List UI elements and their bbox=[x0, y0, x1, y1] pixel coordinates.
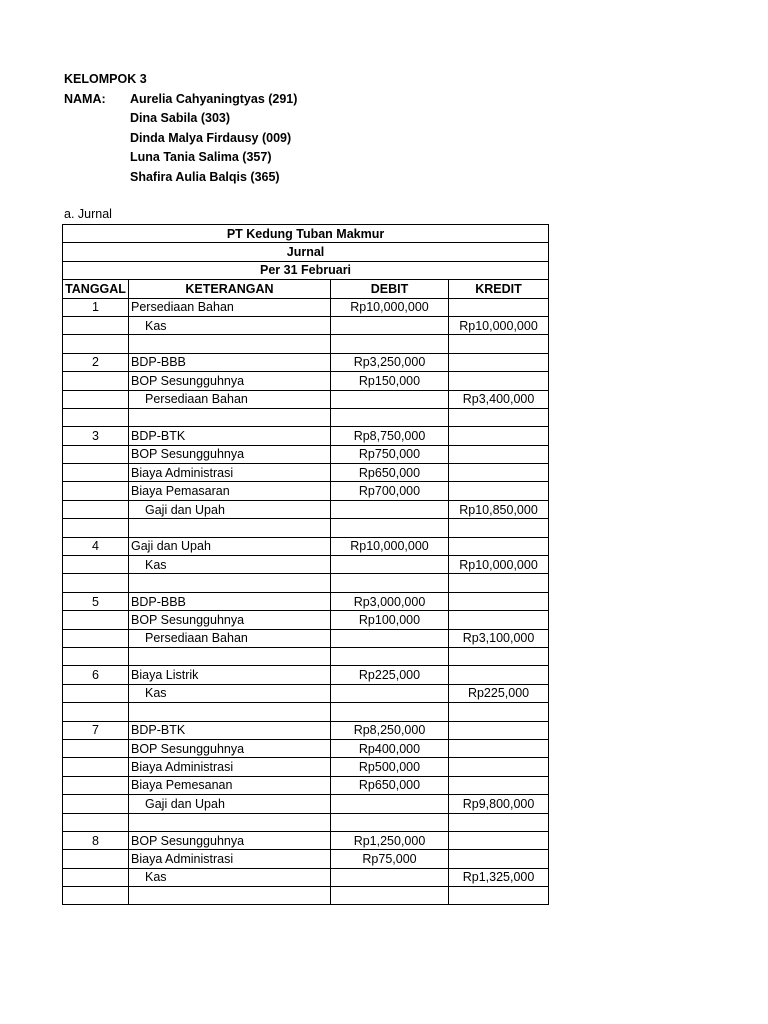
keterangan-cell: Persediaan Bahan bbox=[129, 390, 331, 408]
table-row bbox=[63, 795, 549, 813]
table-row bbox=[63, 684, 549, 702]
debit-cell: Rp3,000,000 bbox=[331, 592, 449, 610]
debit-cell: Rp10,000,000 bbox=[331, 298, 449, 316]
debit-cell: Rp500,000 bbox=[331, 758, 449, 776]
tanggal-cell bbox=[63, 408, 129, 426]
kredit-cell bbox=[449, 647, 549, 665]
journal-table bbox=[62, 224, 549, 905]
debit-cell bbox=[331, 335, 449, 353]
debit-cell bbox=[331, 556, 449, 574]
table-row bbox=[63, 537, 549, 555]
tanggal-cell bbox=[63, 574, 129, 592]
kredit-cell bbox=[449, 408, 549, 426]
tanggal-cell bbox=[63, 850, 129, 868]
keterangan-cell: Persediaan Bahan bbox=[129, 298, 331, 316]
debit-cell bbox=[331, 684, 449, 702]
column-header-debit: DEBIT bbox=[331, 280, 449, 298]
tanggal-cell bbox=[63, 684, 129, 702]
tanggal-cell: 8 bbox=[63, 831, 129, 849]
keterangan-cell: Kas bbox=[129, 684, 331, 702]
kredit-cell: Rp1,325,000 bbox=[449, 868, 549, 886]
table-row bbox=[63, 721, 549, 739]
kredit-cell bbox=[449, 353, 549, 371]
member-row bbox=[64, 168, 297, 188]
debit-cell bbox=[331, 408, 449, 426]
column-header-tanggal: TANGGAL bbox=[63, 280, 129, 298]
keterangan-cell: Gaji dan Upah bbox=[129, 500, 331, 518]
debit-cell bbox=[331, 316, 449, 334]
keterangan-cell bbox=[129, 574, 331, 592]
tanggal-cell bbox=[63, 335, 129, 353]
company-row bbox=[63, 225, 549, 243]
keterangan-cell: Kas bbox=[129, 868, 331, 886]
debit-cell bbox=[331, 868, 449, 886]
table-row bbox=[63, 316, 549, 334]
member-row bbox=[64, 109, 297, 129]
keterangan-cell: BDP-BBB bbox=[129, 592, 331, 610]
column-header-row bbox=[63, 280, 549, 298]
member-name: Aurelia Cahyaningtyas (291) bbox=[130, 91, 298, 106]
table-row bbox=[63, 408, 549, 426]
kredit-cell: Rp10,000,000 bbox=[449, 556, 549, 574]
debit-cell: Rp225,000 bbox=[331, 666, 449, 684]
group-row bbox=[64, 70, 297, 90]
kredit-cell: Rp3,400,000 bbox=[449, 390, 549, 408]
debit-cell: Rp8,250,000 bbox=[331, 721, 449, 739]
kredit-cell bbox=[449, 519, 549, 537]
table-row bbox=[63, 592, 549, 610]
tanggal-cell bbox=[63, 703, 129, 721]
tanggal-cell bbox=[63, 556, 129, 574]
kredit-cell bbox=[449, 464, 549, 482]
debit-cell bbox=[331, 519, 449, 537]
title-row bbox=[63, 243, 549, 261]
keterangan-cell: Biaya Pemasaran bbox=[129, 482, 331, 500]
member-row bbox=[64, 148, 297, 168]
tanggal-cell bbox=[63, 758, 129, 776]
keterangan-cell: Persediaan Bahan bbox=[129, 629, 331, 647]
tanggal-cell: 2 bbox=[63, 353, 129, 371]
tanggal-cell bbox=[63, 887, 129, 905]
document-header bbox=[64, 70, 297, 188]
debit-cell: Rp100,000 bbox=[331, 611, 449, 629]
table-row bbox=[63, 611, 549, 629]
debit-cell: Rp700,000 bbox=[331, 482, 449, 500]
kredit-cell bbox=[449, 831, 549, 849]
keterangan-cell: BOP Sesungguhnya bbox=[129, 739, 331, 757]
kredit-cell bbox=[449, 776, 549, 794]
keterangan-cell: BOP Sesungguhnya bbox=[129, 831, 331, 849]
debit-cell: Rp650,000 bbox=[331, 776, 449, 794]
table-row bbox=[63, 647, 549, 665]
tanggal-cell bbox=[63, 611, 129, 629]
member-row bbox=[64, 90, 297, 110]
kredit-cell: Rp9,800,000 bbox=[449, 795, 549, 813]
table-row bbox=[63, 500, 549, 518]
table-row bbox=[63, 482, 549, 500]
tanggal-cell bbox=[63, 316, 129, 334]
table-row bbox=[63, 556, 549, 574]
keterangan-cell: Kas bbox=[129, 556, 331, 574]
kredit-cell: Rp225,000 bbox=[449, 684, 549, 702]
keterangan-cell: BDP-BTK bbox=[129, 427, 331, 445]
table-row bbox=[63, 574, 549, 592]
keterangan-cell: BDP-BTK bbox=[129, 721, 331, 739]
tanggal-cell bbox=[63, 739, 129, 757]
debit-cell: Rp8,750,000 bbox=[331, 427, 449, 445]
keterangan-cell: Gaji dan Upah bbox=[129, 537, 331, 555]
column-header-keterangan: KETERANGAN bbox=[129, 280, 331, 298]
table-row bbox=[63, 445, 549, 463]
tanggal-cell bbox=[63, 464, 129, 482]
tanggal-cell: 1 bbox=[63, 298, 129, 316]
kredit-cell bbox=[449, 813, 549, 831]
tanggal-cell: 7 bbox=[63, 721, 129, 739]
journal-period: Per 31 Februari bbox=[63, 261, 549, 279]
tanggal-cell bbox=[63, 868, 129, 886]
tanggal-cell bbox=[63, 776, 129, 794]
kredit-cell bbox=[449, 445, 549, 463]
keterangan-cell: Biaya Pemesanan bbox=[129, 776, 331, 794]
keterangan-cell: Biaya Administrasi bbox=[129, 464, 331, 482]
table-row bbox=[63, 739, 549, 757]
table-row bbox=[63, 868, 549, 886]
member-name: Dina Sabila (303) bbox=[130, 111, 231, 126]
debit-cell bbox=[331, 500, 449, 518]
keterangan-cell: Biaya Administrasi bbox=[129, 758, 331, 776]
table-row bbox=[63, 758, 549, 776]
tanggal-cell: 3 bbox=[63, 427, 129, 445]
table-row bbox=[63, 519, 549, 537]
tanggal-cell bbox=[63, 372, 129, 390]
debit-cell: Rp150,000 bbox=[331, 372, 449, 390]
kredit-cell bbox=[449, 611, 549, 629]
keterangan-cell bbox=[129, 703, 331, 721]
keterangan-cell: Gaji dan Upah bbox=[129, 795, 331, 813]
table-row bbox=[63, 703, 549, 721]
kredit-cell bbox=[449, 592, 549, 610]
member-row bbox=[64, 129, 297, 149]
kredit-cell bbox=[449, 666, 549, 684]
period-row bbox=[63, 261, 549, 279]
kredit-cell: Rp10,000,000 bbox=[449, 316, 549, 334]
debit-cell bbox=[331, 574, 449, 592]
kredit-cell bbox=[449, 372, 549, 390]
debit-cell bbox=[331, 703, 449, 721]
member-name: Luna Tania Salima (357) bbox=[130, 150, 272, 165]
table-row bbox=[63, 813, 549, 831]
table-row bbox=[63, 353, 549, 371]
tanggal-cell: 6 bbox=[63, 666, 129, 684]
group-label: KELOMPOK 3 bbox=[64, 72, 147, 86]
section-label: a. Jurnal bbox=[64, 207, 112, 221]
debit-cell: Rp400,000 bbox=[331, 739, 449, 757]
keterangan-cell: BOP Sesungguhnya bbox=[129, 445, 331, 463]
keterangan-cell bbox=[129, 408, 331, 426]
kredit-cell bbox=[449, 887, 549, 905]
kredit-cell bbox=[449, 850, 549, 868]
table-row bbox=[63, 390, 549, 408]
tanggal-cell bbox=[63, 390, 129, 408]
tanggal-cell bbox=[63, 500, 129, 518]
kredit-cell: Rp10,850,000 bbox=[449, 500, 549, 518]
kredit-cell bbox=[449, 721, 549, 739]
debit-cell bbox=[331, 813, 449, 831]
keterangan-cell: Biaya Listrik bbox=[129, 666, 331, 684]
table-row bbox=[63, 464, 549, 482]
kredit-cell bbox=[449, 574, 549, 592]
keterangan-cell: BDP-BBB bbox=[129, 353, 331, 371]
keterangan-cell bbox=[129, 647, 331, 665]
kredit-cell bbox=[449, 427, 549, 445]
tanggal-cell bbox=[63, 482, 129, 500]
kredit-cell bbox=[449, 703, 549, 721]
kredit-cell bbox=[449, 758, 549, 776]
debit-cell bbox=[331, 390, 449, 408]
table-row bbox=[63, 850, 549, 868]
table-row bbox=[63, 427, 549, 445]
tanggal-cell bbox=[63, 813, 129, 831]
keterangan-cell: Kas bbox=[129, 316, 331, 334]
debit-cell: Rp10,000,000 bbox=[331, 537, 449, 555]
tanggal-cell bbox=[63, 629, 129, 647]
tanggal-cell bbox=[63, 647, 129, 665]
debit-cell: Rp650,000 bbox=[331, 464, 449, 482]
kredit-cell bbox=[449, 482, 549, 500]
table-row bbox=[63, 776, 549, 794]
tanggal-cell: 5 bbox=[63, 592, 129, 610]
table-row bbox=[63, 335, 549, 353]
company-name: PT Kedung Tuban Makmur bbox=[63, 225, 549, 243]
debit-cell bbox=[331, 647, 449, 665]
keterangan-cell bbox=[129, 813, 331, 831]
debit-cell bbox=[331, 795, 449, 813]
kredit-cell bbox=[449, 298, 549, 316]
table-row bbox=[63, 831, 549, 849]
kredit-cell bbox=[449, 739, 549, 757]
keterangan-cell bbox=[129, 887, 331, 905]
table-row bbox=[63, 372, 549, 390]
keterangan-cell: Biaya Administrasi bbox=[129, 850, 331, 868]
tanggal-cell bbox=[63, 795, 129, 813]
debit-cell bbox=[331, 629, 449, 647]
journal-title: Jurnal bbox=[63, 243, 549, 261]
keterangan-cell: BOP Sesungguhnya bbox=[129, 372, 331, 390]
debit-cell bbox=[331, 887, 449, 905]
kredit-cell: Rp3,100,000 bbox=[449, 629, 549, 647]
keterangan-cell bbox=[129, 519, 331, 537]
debit-cell: Rp75,000 bbox=[331, 850, 449, 868]
table-row bbox=[63, 666, 549, 684]
table-row bbox=[63, 887, 549, 905]
member-name: Shafira Aulia Balqis (365) bbox=[130, 169, 280, 184]
debit-cell: Rp1,250,000 bbox=[331, 831, 449, 849]
keterangan-cell: BOP Sesungguhnya bbox=[129, 611, 331, 629]
tanggal-cell bbox=[63, 519, 129, 537]
table-row bbox=[63, 298, 549, 316]
debit-cell: Rp750,000 bbox=[331, 445, 449, 463]
kredit-cell bbox=[449, 537, 549, 555]
tanggal-cell: 4 bbox=[63, 537, 129, 555]
name-label: NAMA: bbox=[64, 91, 106, 106]
table-row bbox=[63, 629, 549, 647]
kredit-cell bbox=[449, 335, 549, 353]
debit-cell: Rp3,250,000 bbox=[331, 353, 449, 371]
keterangan-cell bbox=[129, 335, 331, 353]
tanggal-cell bbox=[63, 445, 129, 463]
column-header-kredit: KREDIT bbox=[449, 280, 549, 298]
member-name: Dinda Malya Firdausy (009) bbox=[130, 130, 292, 145]
